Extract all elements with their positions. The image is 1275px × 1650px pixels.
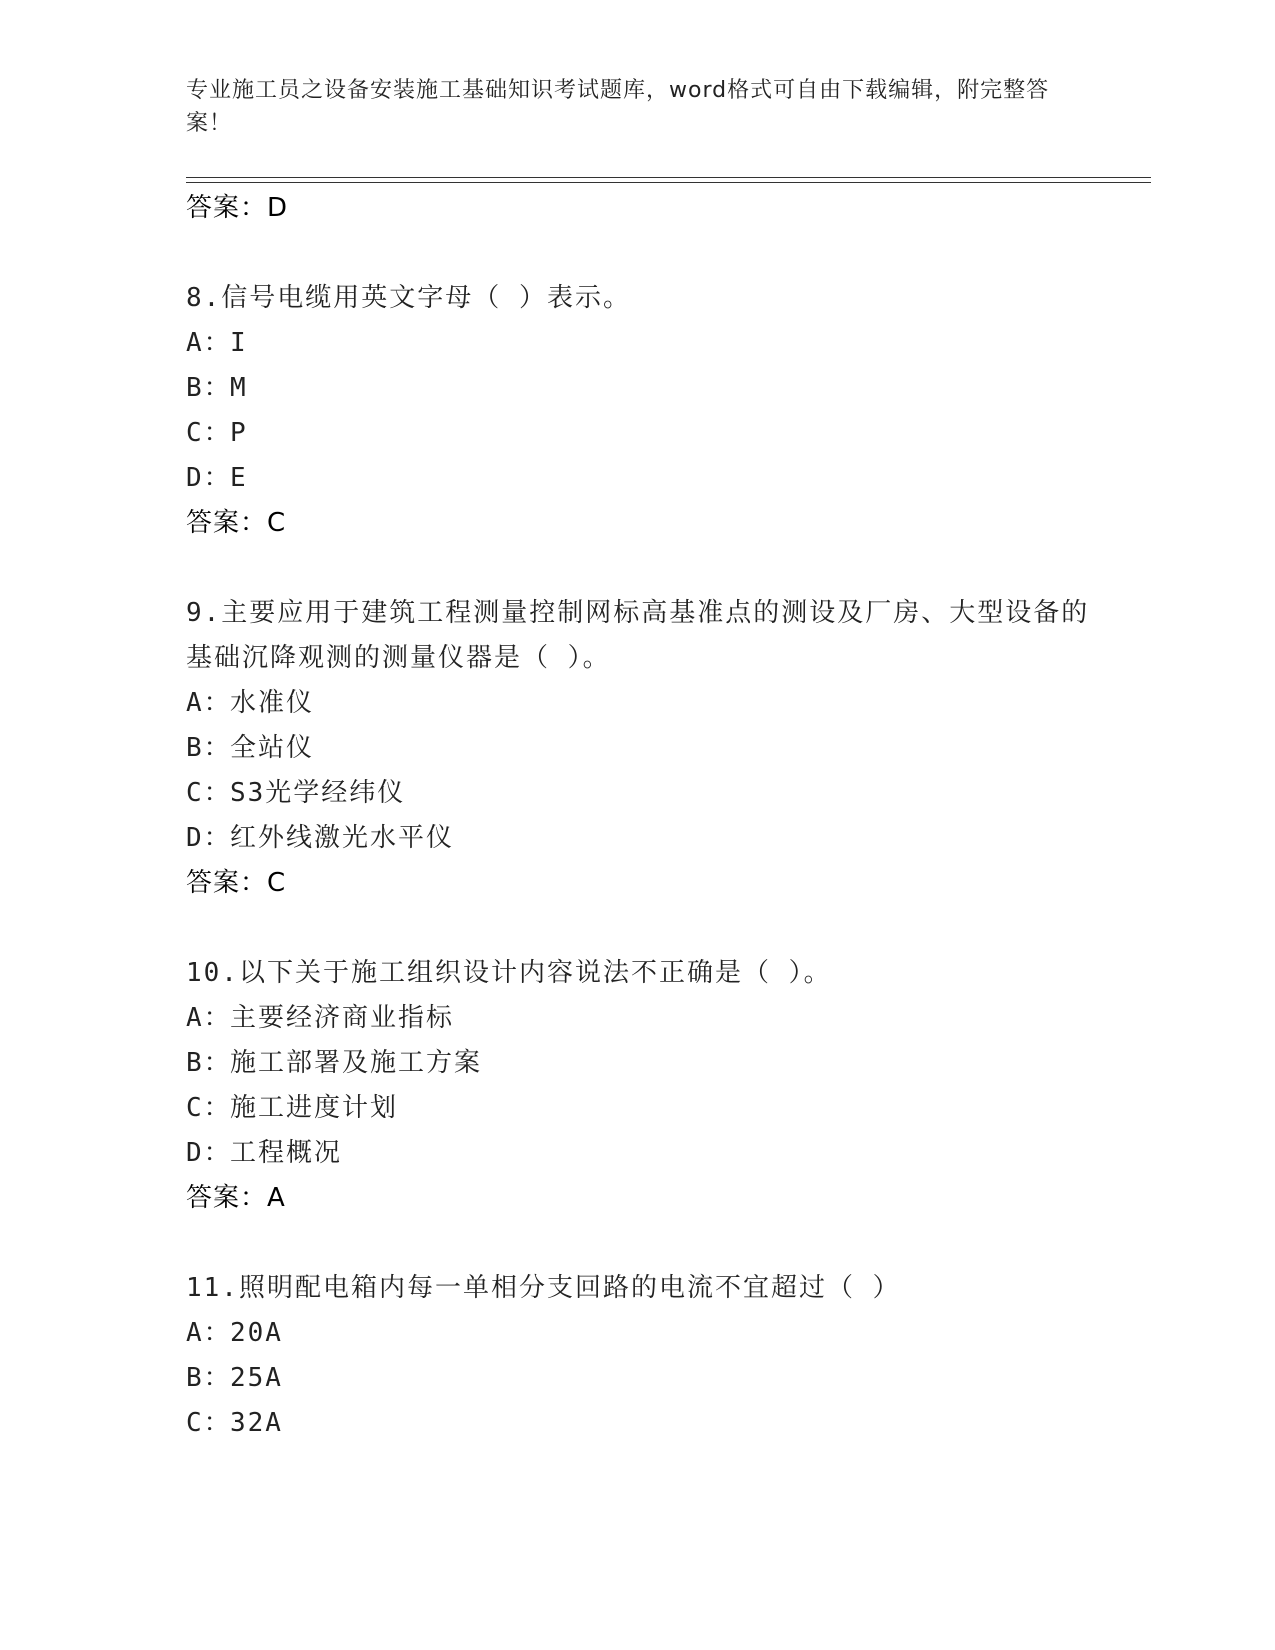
option-text: P	[230, 418, 248, 448]
option-key: C：	[186, 1408, 232, 1438]
spacer	[186, 231, 1116, 276]
option-text: 20A	[230, 1318, 283, 1348]
option-key: B：	[186, 373, 232, 403]
option-b	[186, 726, 1116, 771]
option-key: A：	[186, 328, 232, 358]
option-key: A：	[186, 1318, 232, 1348]
option-text: E	[230, 463, 248, 493]
option-a	[186, 1311, 1116, 1356]
option-key: D：	[186, 463, 232, 493]
option-a	[186, 996, 1116, 1041]
option-text: 水准仪	[230, 688, 315, 718]
option-text: 工程概况	[230, 1138, 343, 1168]
header-rule-bottom	[186, 182, 1151, 183]
question-list	[186, 186, 1116, 1446]
option-text: 主要经济商业指标	[230, 1003, 455, 1033]
option-d	[186, 456, 1116, 501]
option-key: A：	[186, 688, 232, 718]
option-key: B：	[186, 733, 232, 763]
question-text: 9.主要应用于建筑工程测量控制网标高基准点的测设及厂房、大型设备的基础沉降观测的测量仪器是（ ）。	[186, 598, 1090, 673]
answer-label: 答案：	[186, 1183, 268, 1213]
answer-value: A	[267, 1183, 285, 1213]
option-text: S3光学经纬仪	[230, 778, 406, 808]
spacer	[186, 1221, 1116, 1266]
option-text: M	[230, 373, 248, 403]
answer-value: C	[267, 508, 286, 538]
option-key: B：	[186, 1363, 232, 1393]
answer-line	[186, 861, 1116, 906]
option-b	[186, 1356, 1116, 1401]
option-key: D：	[186, 823, 232, 853]
answer-label: 答案：	[186, 868, 268, 898]
option-key: C：	[186, 778, 232, 808]
option-text: 25A	[230, 1363, 283, 1393]
option-d	[186, 1131, 1116, 1176]
option-c	[186, 771, 1116, 816]
answer-label: 答案：	[186, 508, 268, 538]
answer-value: D	[267, 193, 288, 223]
option-b	[186, 366, 1116, 411]
option-a	[186, 681, 1116, 726]
option-text: 32A	[230, 1408, 283, 1438]
option-key: C：	[186, 418, 232, 448]
document-header: 专业施工员之设备安装施工基础知识考试题库，word格式可自由下载编辑，附完整答案！	[186, 78, 1050, 136]
option-b	[186, 1041, 1116, 1086]
option-text: I	[230, 328, 248, 358]
option-c	[186, 1401, 1116, 1446]
option-d	[186, 816, 1116, 861]
option-text: 红外线激光水平仪	[230, 823, 455, 853]
option-text: 施工进度计划	[230, 1093, 399, 1123]
question-text: 8.信号电缆用英文字母（ ）表示。	[186, 283, 631, 313]
answer-label: 答案：	[186, 193, 268, 223]
option-key: B：	[186, 1048, 232, 1078]
option-text: 全站仪	[230, 733, 315, 763]
answer-line	[186, 186, 1116, 231]
answer-line	[186, 1176, 1116, 1221]
spacer	[186, 546, 1116, 591]
option-key: A：	[186, 1003, 232, 1033]
option-key: C：	[186, 1093, 232, 1123]
spacer	[186, 906, 1116, 951]
question-text: 11.照明配电箱内每一单相分支回路的电流不宜超过（ ）	[186, 1273, 901, 1303]
option-c	[186, 411, 1116, 456]
option-key: D：	[186, 1138, 232, 1168]
header-rule-top	[186, 177, 1151, 178]
option-text: 施工部署及施工方案	[230, 1048, 483, 1078]
option-c	[186, 1086, 1116, 1131]
answer-line	[186, 501, 1116, 546]
option-a	[186, 321, 1116, 366]
answer-value: C	[267, 868, 286, 898]
question-text: 10.以下关于施工组织设计内容说法不正确是（ ）。	[186, 958, 832, 988]
